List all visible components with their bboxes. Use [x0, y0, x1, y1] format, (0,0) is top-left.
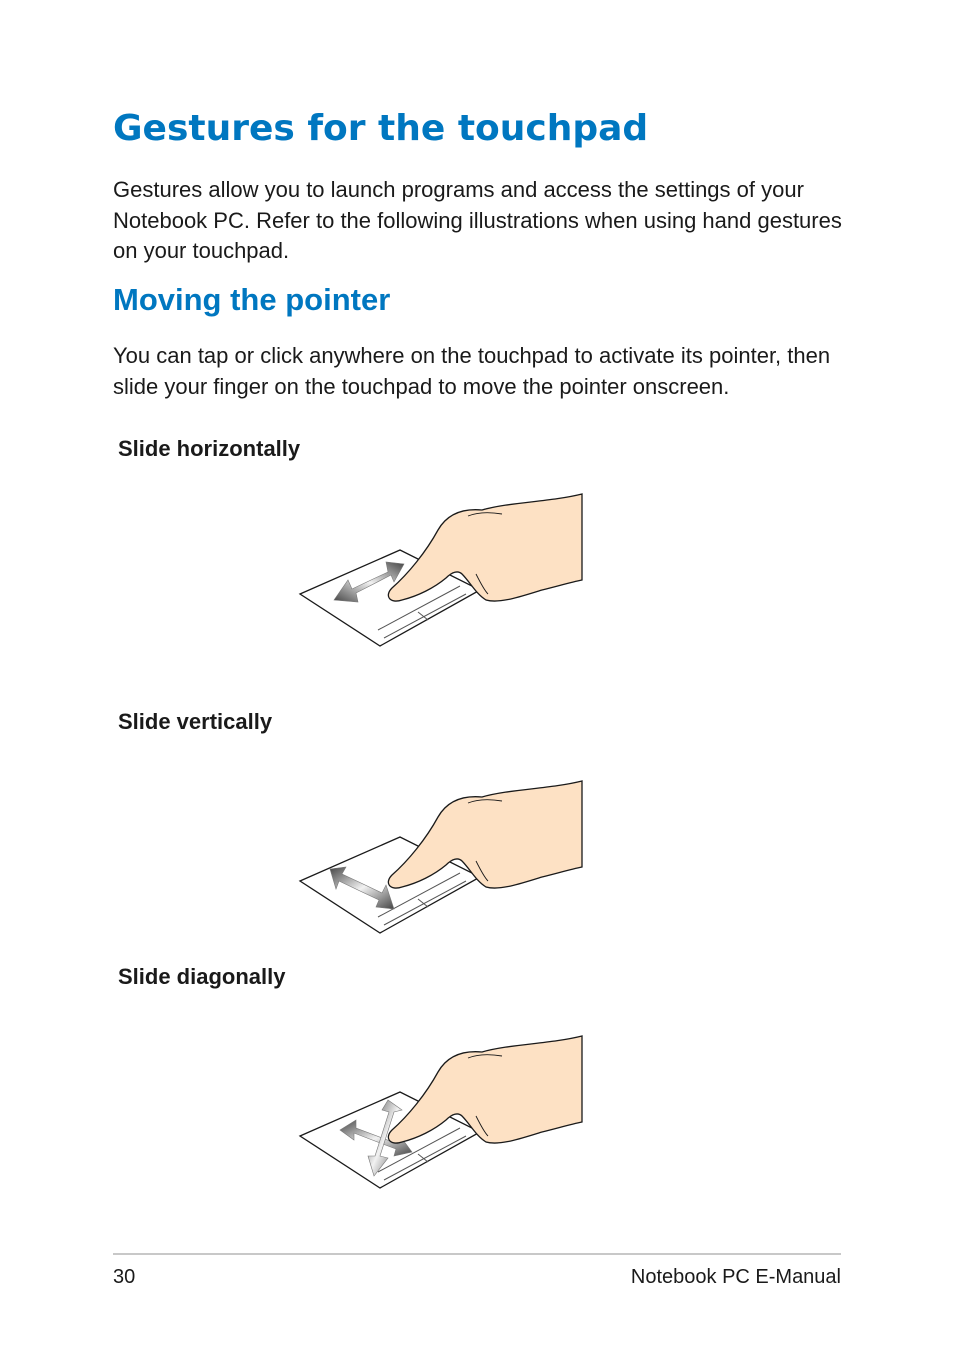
touchpad-diagonal-illustration	[290, 1032, 590, 1202]
gesture-label-horizontal: Slide horizontally	[118, 436, 301, 461]
hand-icon	[388, 1036, 582, 1143]
section-paragraph: You can tap or click anywhere on the touchpad to activate its pointer, then slide your finger on the touchpad to move the pointer onscreen.	[113, 343, 831, 399]
gesture-label-diagonal: Slide diagonally	[118, 964, 286, 989]
page-number: 30	[113, 1266, 136, 1288]
footer-divider	[113, 1253, 841, 1255]
footer-manual-title: Notebook PC E-Manual	[630, 1266, 841, 1288]
gesture-label-vertical: Slide vertically	[118, 709, 273, 734]
touchpad-vertical-illustration	[290, 777, 590, 947]
intro-paragraph: Gestures allow you to launch programs and access the settings of your Notebook PC. Refer to the following illustrations when using hand gestures on your touchpad.	[113, 177, 842, 263]
section-title: Moving the pointer	[113, 282, 391, 317]
page-title: Gestures for the touchpad	[113, 108, 649, 149]
hand-icon	[388, 781, 582, 888]
touchpad-horizontal-illustration	[290, 490, 590, 660]
hand-icon	[388, 494, 582, 601]
